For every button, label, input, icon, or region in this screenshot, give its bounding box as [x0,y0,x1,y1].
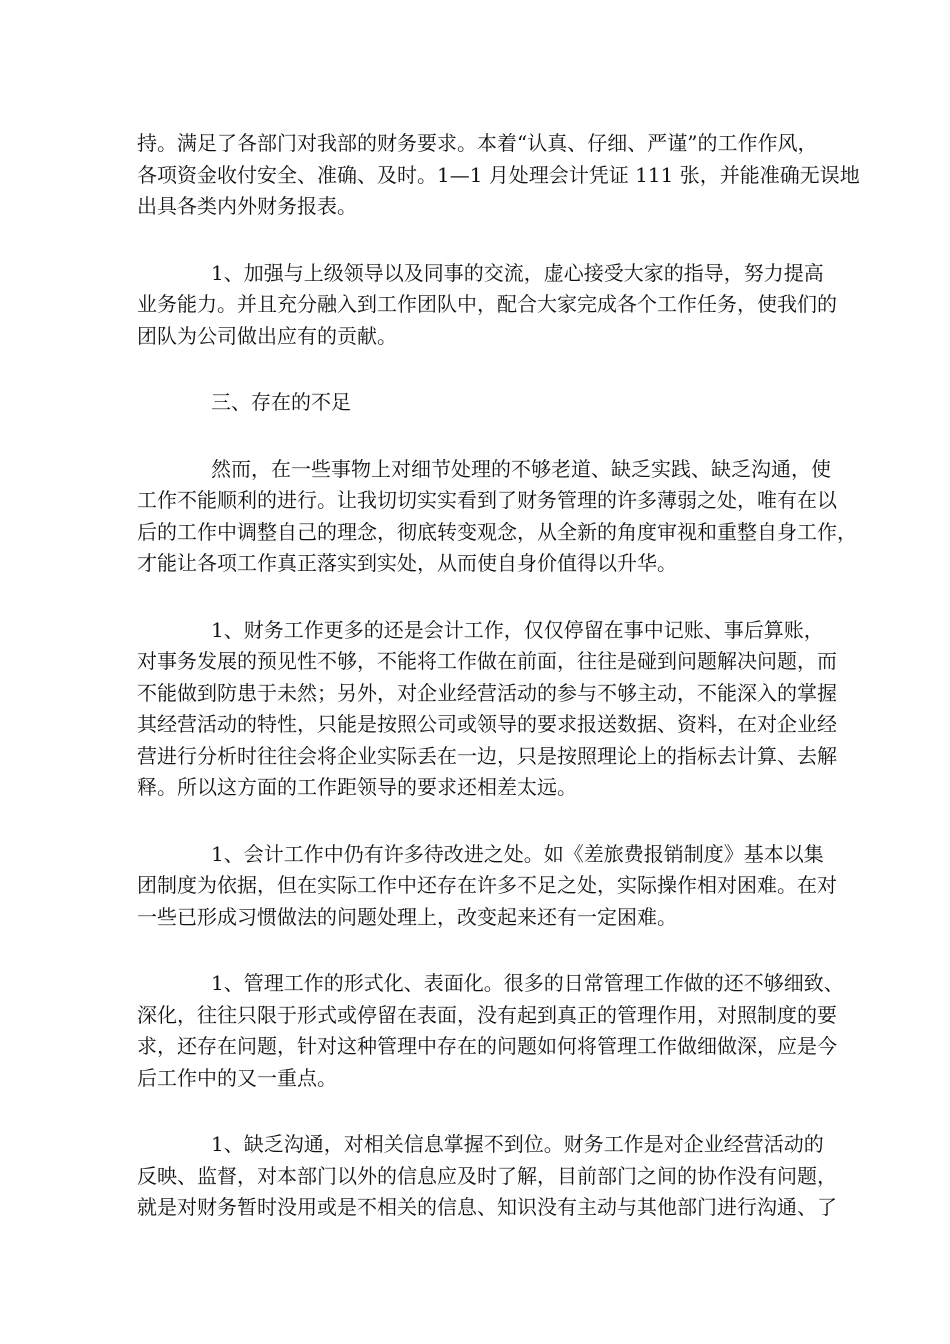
text-line: 一些已形成习惯做法的问题处理上，改变起来还有一定困难。 [137,904,677,929]
paragraph [137,968,844,1094]
paragraph [137,454,857,580]
text-line: 就是对财务暂时没用或是不相关的信息、知识没有主动与其他部门进行沟通、了 [137,1195,837,1219]
text-line: 深化，往往只限于形式或停留在表面，没有起到真正的管理作用，对照制度的要 [137,1002,837,1027]
text-line: 后工作中的又一重点。 [137,1065,337,1090]
text-line: 工作不能顺利的进行。让我切切实实看到了财务管理的许多薄弱之处，唯有在以 [137,488,837,512]
text-line: 后的工作中调整自己的理念，彻底转变观念，从全新的角度审视和重整自身工作， [137,519,857,544]
document-body [137,128,860,1259]
text-line: 才能让各项工作真正落实到实处，从而使自身价值得以升华。 [137,551,677,575]
paragraph [137,615,837,804]
text-line: 不能做到防患于未然；另外，对企业经营活动的参与不够主动，不能深入的掌握 [137,680,837,705]
text-line: 对事务发展的预见性不够，不能将工作做在前面，往往是碰到问题解决问题，而 [137,649,837,673]
paragraph [137,387,827,419]
text-line: 持。满足了各部门对我部的财务要求。本着“认真、仔细、严谨”的工作作风， [137,131,818,155]
text-line: 团队为公司做出应有的贡献。 [137,323,397,348]
paragraph [137,1129,837,1224]
text-line: 其经营活动的特性，只能是按照公司或领导的要求报送数据、资料，在对企业经 [137,712,837,736]
text-line: 反映、监督，对本部门以外的信息应及时了解，目前部门之间的协作没有问题， [137,1163,837,1188]
text-line: 1、管理工作的形式化、表面化。很多的日常管理工作做的还不够细致、 [211,971,844,995]
paragraph [137,128,860,223]
text-line: 出具各类内外财务报表。 [137,194,357,218]
text-line: 业务能力。并且充分融入到工作团队中，配合大家完成各个工作任务，使我们的 [137,292,837,316]
text-line: 求，还存在问题，针对这种管理中存在的问题如何将管理工作做细做深，应是今 [137,1034,837,1058]
text-line: 1、加强与上级领导以及同事的交流，虚心接受大家的指导，努力提高 [211,260,824,285]
text-line: 1、缺乏沟通，对相关信息掌握不到位。财务工作是对企业经营活动的 [211,1132,824,1156]
text-line: 营进行分析时往往会将企业实际丢在一边，只是按照理论上的指标去计算、去解 [137,743,837,768]
text-line: 释。所以这方面的工作距领导的要求还相差太远。 [137,775,577,799]
text-line: 1、财务工作更多的还是会计工作，仅仅停留在事中记账、事后算账， [211,617,824,642]
text-line: 团制度为依据，但在实际工作中还存在许多不足之处，实际操作相对困难。在对 [137,873,837,897]
text-line: 各项资金收付安全、准确、及时。1—1 月处理会计凭证 111 张，并能准确无误地 [137,162,860,187]
text-line: 1、会计工作中仍有许多待改进之处。如《差旅费报销制度》基本以集 [211,841,824,866]
paragraph [137,258,837,353]
text-line: 三、存在的不足 [211,390,351,414]
text-line: 然而，在一些事物上对细节处理的不够老道、缺乏实践、缺乏沟通，使 [211,456,831,481]
paragraph [137,839,837,934]
